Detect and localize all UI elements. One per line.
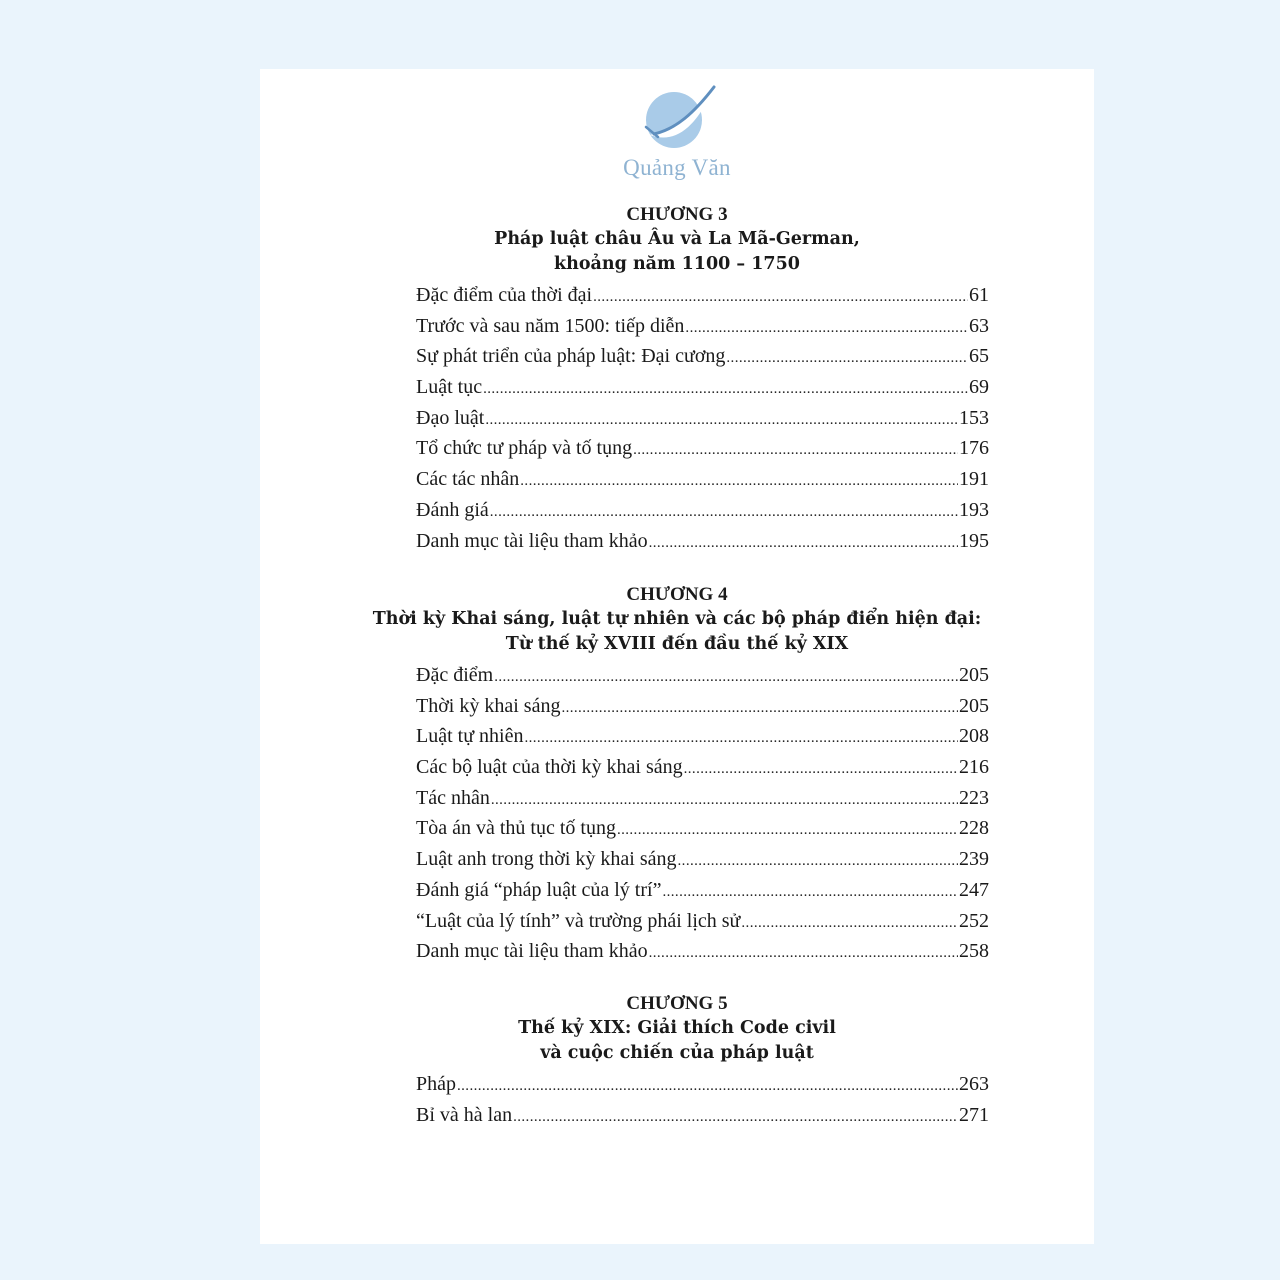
toc-entry-title: Tòa án và thủ tục tố tụng [416, 817, 616, 840]
toc-entry-page: 247 [959, 878, 989, 901]
dot-leader [483, 374, 968, 405]
toc-entry-title: Đặc điểm của thời đại [416, 284, 593, 306]
dot-leader [485, 405, 958, 436]
chapter-title-line-1: Thế kỷ XIX: Giải thích Code civil [518, 1018, 836, 1038]
dot-leader [561, 693, 958, 724]
chapter-title-line-2: và cuộc chiến của pháp luật [540, 1043, 814, 1063]
chapter-title-line-2: Từ thế kỷ XVIII đến đầu thế kỷ XIX [505, 634, 849, 654]
toc-entry-page: 252 [959, 909, 989, 932]
toc-entry [416, 783, 989, 814]
publisher-name: Quảng Văn [623, 155, 731, 180]
toc-entry-title: Thời kỳ khai sáng [416, 694, 561, 717]
toc-entry [416, 280, 989, 311]
chapter-5 [260, 991, 1094, 1130]
toc-entry-page: 205 [959, 664, 989, 686]
toc-entry-page: 258 [959, 940, 989, 963]
toc-entry-page: 191 [959, 468, 989, 491]
toc-entry-title: Bỉ và hà lan [416, 1103, 513, 1126]
toc-entry-title: Luật anh trong thời kỳ khai sáng [416, 848, 677, 871]
toc-entry-page: 239 [959, 848, 989, 871]
dot-leader [617, 815, 958, 846]
toc-entry [416, 721, 989, 752]
toc-entry [416, 844, 989, 875]
toc-entry-page: 223 [959, 786, 989, 809]
toc-entry-title: Trước và sau năm 1500: tiếp diễn [416, 314, 685, 337]
toc-entry [416, 936, 989, 967]
chapter-title-line-1: Pháp luật châu Âu và La Mã-German, [494, 229, 860, 249]
toc-entry [416, 464, 989, 495]
dot-leader [684, 754, 958, 785]
toc-entry-title: Các tác nhân [416, 468, 520, 491]
dot-leader [726, 343, 968, 374]
chapter-heading [260, 202, 1094, 277]
toc-entry-title: Đặc điểm [416, 664, 494, 686]
toc-entry-title: Danh mục tài liệu tham khảo [416, 529, 648, 552]
toc-entry [416, 526, 989, 557]
dot-leader [494, 662, 958, 693]
dot-leader [649, 528, 958, 559]
toc-entry-title: Đánh giá [416, 498, 489, 521]
toc-entry [416, 813, 989, 844]
book-page [260, 69, 1094, 1244]
toc-entry-title: Đánh giá “pháp luật của lý trí” [416, 878, 662, 901]
toc-entry-title: Pháp [416, 1073, 456, 1095]
toc-entry-title: Danh mục tài liệu tham khảo [416, 940, 648, 963]
toc-entry [416, 341, 989, 372]
toc-entry [416, 906, 989, 937]
toc-entry [416, 660, 989, 691]
publisher-logo [260, 83, 1094, 181]
toc-entry-page: 208 [959, 725, 989, 748]
quill-circle-icon [632, 83, 722, 153]
toc-list [260, 280, 1094, 556]
chapter-title-line-1: Thời kỳ Khai sáng, luật tự nhiên và các bộ pháp điển hiện đại: [372, 609, 982, 629]
toc-entry [416, 1100, 989, 1131]
toc-entry-page: 153 [959, 406, 989, 429]
dot-leader [741, 908, 958, 939]
toc-entry [416, 433, 989, 464]
toc-entry-page: 271 [959, 1103, 989, 1126]
toc-entry-title: Sự phát triển của pháp luật: Đại cương [416, 345, 726, 368]
toc-entry [416, 372, 989, 403]
toc-entry [416, 691, 989, 722]
toc-entry [416, 1069, 989, 1100]
toc-entry-page: 216 [959, 756, 989, 779]
dot-leader [457, 1071, 958, 1102]
dot-leader [520, 466, 958, 497]
toc-entry-title: “Luật của lý tính” và trường phái lịch sử [416, 909, 741, 932]
dot-leader [524, 723, 958, 754]
toc-entry-page: 63 [969, 314, 989, 337]
toc-entry-page: 228 [959, 817, 989, 840]
toc-entry-page: 193 [959, 498, 989, 521]
toc-entry-title: Các bộ luật của thời kỳ khai sáng [416, 756, 683, 779]
chapter-label: CHƯƠNG 3 [626, 204, 728, 225]
toc-entry-title: Tổ chức tư pháp và tố tụng [416, 437, 633, 460]
toc-entry-page: 205 [959, 694, 989, 717]
chapter-title-line-2: khoảng năm 1100 – 1750 [554, 254, 800, 274]
toc-list [260, 1069, 1094, 1130]
chapter-3 [260, 202, 1094, 556]
dot-leader [513, 1102, 958, 1133]
toc-entry [416, 403, 989, 434]
dot-leader [685, 313, 968, 344]
toc-entry-title: Đạo luật [416, 406, 485, 429]
dot-leader [491, 785, 958, 816]
toc-entry-page: 65 [969, 345, 989, 368]
chapter-label: CHƯƠNG 4 [626, 584, 728, 605]
dot-leader [678, 846, 958, 877]
toc-entry-page: 176 [959, 437, 989, 460]
chapter-4 [260, 582, 1094, 967]
toc-entry [416, 495, 989, 526]
toc-entry [416, 752, 989, 783]
toc-list [260, 660, 1094, 967]
dot-leader [662, 877, 958, 908]
dot-leader [490, 497, 958, 528]
toc-entry-page: 61 [969, 284, 989, 306]
dot-leader [593, 282, 968, 313]
toc-entry-page: 195 [959, 529, 989, 552]
chapter-label: CHƯƠNG 5 [626, 993, 728, 1014]
toc-entry-title: Tác nhân [416, 786, 490, 809]
toc-entry-page: 263 [959, 1073, 989, 1095]
chapter-heading [260, 991, 1094, 1066]
toc-entry-title: Luật tự nhiên [416, 725, 524, 748]
dot-leader [633, 435, 958, 466]
toc-entry-page: 69 [969, 376, 989, 399]
toc-entry-title: Luật tục [416, 376, 483, 399]
toc-entry [416, 311, 989, 342]
toc-entry [416, 875, 989, 906]
chapter-heading [260, 582, 1094, 657]
dot-leader [649, 938, 958, 969]
